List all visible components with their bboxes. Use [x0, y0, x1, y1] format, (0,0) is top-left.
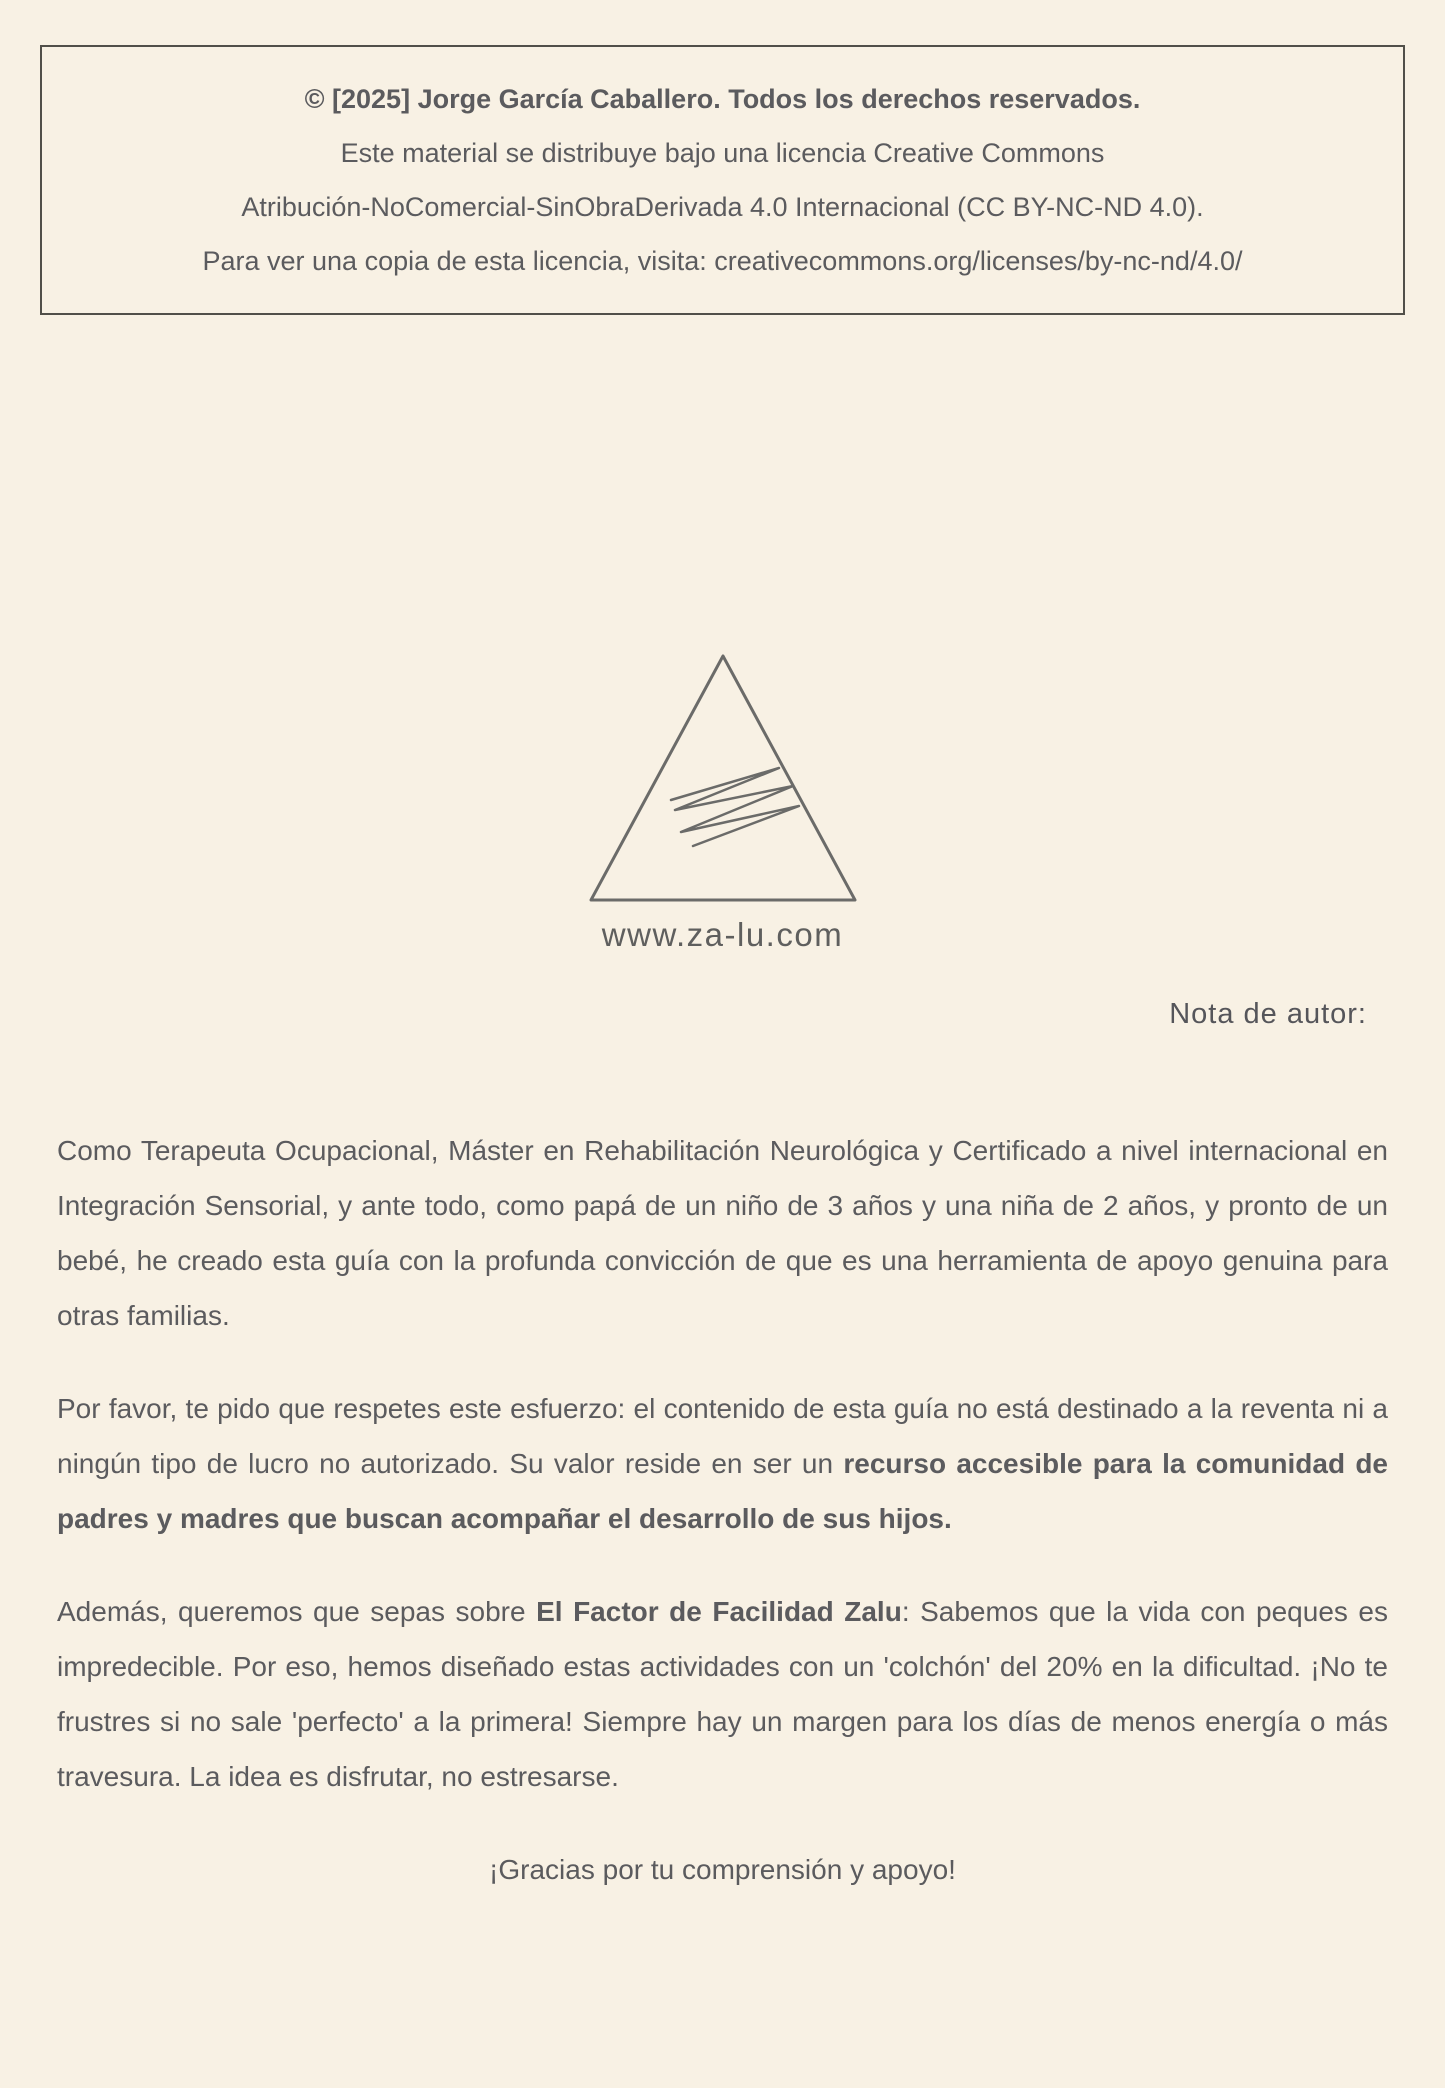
- copyright-line-1: © [2025] Jorge García Caballero. Todos los derechos reservados.: [304, 84, 1141, 114]
- document-page: [0, 45, 1445, 1897]
- copyright-line-2: Este material se distribuye bajo una licencia Creative Commons: [340, 138, 1105, 168]
- logo: [0, 648, 1445, 954]
- paragraph-respect-request-bold-text: recurso accesible para la comunidad de padres y madres que buscan acompañar el desarrollo de sus hijos.: [57, 1448, 1389, 1534]
- paragraph-facility-factor-intro: Además, queremos que sepas sobre: [57, 1596, 537, 1627]
- paragraph-facility-factor-bold-text: El Factor de Facilidad Zalu: [536, 1596, 902, 1627]
- author-note-body: [0, 1123, 1445, 1897]
- license-url-line: Para ver una copia de esta licencia, visita: creativecommons.org/licenses/by-nc-nd/4.0/: [202, 246, 1243, 276]
- copyright-line-3: Atribución-NoComercial-SinObraDerivada 4.0 Internacional (CC BY-NC-ND 4.0).: [241, 192, 1204, 222]
- closing-line: ¡Gracias por tu comprensión y apoyo!: [489, 1854, 956, 1885]
- paragraph-credentials: Como Terapeuta Ocupacional, Máster en Rehabilitación Neurológica y Certificado a nivel internacional en Integración Sensorial, y ante todo, como papá de un niño de 3 años y una niña de 2 años, y pronto de un bebé, he creado esta guía con la profunda convicción de que es una herramienta de apoyo genuina para otras familias.: [57, 1135, 1388, 1331]
- copyright-box: [40, 45, 1405, 315]
- author-note-heading: Nota de autor:: [1169, 998, 1367, 1030]
- paragraph-facility-factor-text: : Sabemos que la vida con peques es impredecible. Por eso, hemos diseñado estas actividades con un 'colchón' del 20% en la dificultad. ¡No te frustres si no sale 'perfecto' a la primera! Siempre hay un margen para los días de menos energía o más travesura. La idea es disfrutar, no estresarse.: [57, 1596, 1388, 1792]
- paragraph-respect-request: [57, 1381, 1388, 1546]
- paragraph-respect-request-text: Por favor, te pido que respetes este esfuerzo: el contenido de esta guía no está destinado a la reventa ni a ningún tipo de lucro no autorizado. Su valor reside en ser un: [57, 1393, 1388, 1479]
- paragraph-facility-factor: [57, 1584, 1388, 1804]
- triangle-scribble-logo-icon: [583, 648, 863, 910]
- logo-url: www.za-lu.com: [601, 916, 844, 953]
